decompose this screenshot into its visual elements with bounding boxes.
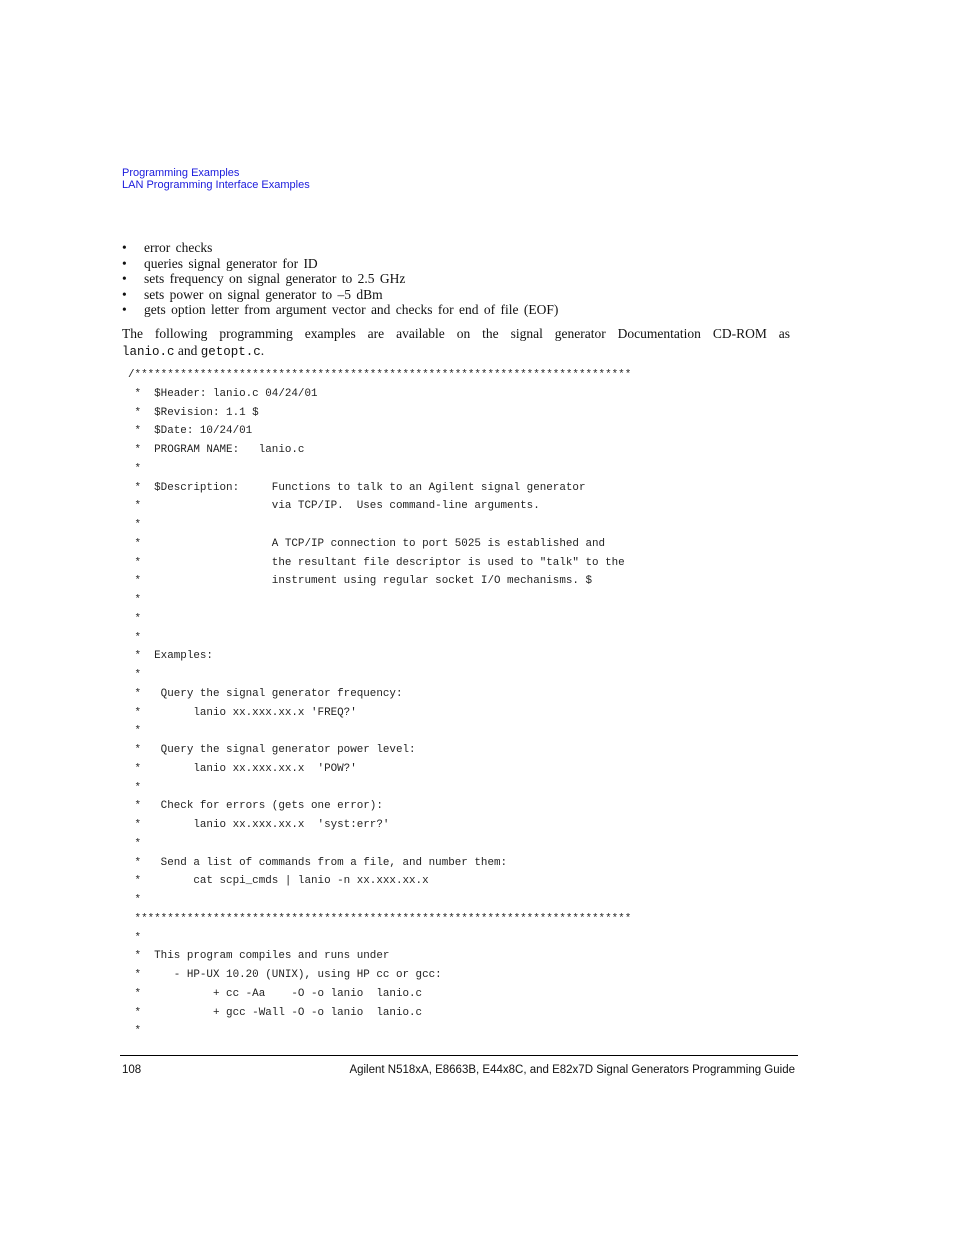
- breadcrumb-chapter: Programming Examples: [122, 167, 240, 179]
- bullet-dot: •: [122, 271, 127, 286]
- footer-rule: [120, 1055, 798, 1056]
- code-line: * via TCP/IP. Uses command-line arguments.: [128, 500, 540, 513]
- code-line: * $Revision: 1.1 $: [128, 406, 259, 419]
- bullet-dot: •: [122, 240, 127, 255]
- code-line: *: [128, 462, 142, 475]
- footer-title: Agilent N518xA, E8663B, E44x8C, and E82x7D Signal Generators Programming Guide: [349, 1064, 795, 1076]
- bullet-item: [122, 271, 558, 287]
- intro-paragraph: [122, 326, 790, 360]
- code-line: *: [128, 837, 142, 850]
- code-line: * $Date: 10/24/01: [128, 425, 253, 438]
- breadcrumb-section: LAN Programming Interface Examples: [122, 179, 310, 191]
- code-line: *: [128, 669, 142, 681]
- bullet-text: sets frequency on signal generator to 2.5 GHz: [144, 271, 406, 286]
- code-line: /****************************************************************************: [128, 369, 632, 381]
- code-line: * Send a list of commands from a file, and number them:: [128, 856, 508, 869]
- feature-bullet-list: [122, 240, 558, 318]
- code-listing: [128, 366, 631, 1041]
- code-line: *: [128, 631, 142, 644]
- code-line: * cat scpi_cmds | lanio -n xx.xxx.xx.x: [128, 875, 429, 888]
- bullet-dot: •: [122, 302, 127, 317]
- code-line: * instrument using regular socket I/O mechanisms. $: [128, 575, 593, 588]
- code-line: * lanio xx.xxx.xx.x 'POW?': [128, 762, 357, 775]
- code-line: *: [128, 1025, 142, 1038]
- code-line: * $Description: Functions to talk to an Agilent signal generator: [128, 481, 586, 494]
- code-line: * lanio xx.xxx.xx.x 'FREQ?': [128, 706, 357, 719]
- intro-line: The following programming examples are available on the signal generator Documentation CD-ROM as: [122, 326, 790, 341]
- bullet-dot: •: [122, 255, 127, 271]
- filename-lanio: lanio.c: [122, 344, 175, 359]
- bullet-text: error checks: [144, 240, 213, 255]
- bullet-text: gets option letter from argument vector and checks for end of file (EOF): [144, 302, 559, 317]
- breadcrumb: [122, 167, 310, 191]
- code-line: * - HP-UX 10.20 (UNIX), using HP cc or gcc:: [128, 969, 442, 981]
- bullet-item: [122, 256, 558, 272]
- code-line: *: [128, 612, 142, 625]
- code-line: * Examples:: [128, 650, 213, 663]
- code-line: * $Header: lanio.c 04/24/01: [128, 387, 318, 400]
- bullet-item: [122, 240, 558, 256]
- bullet-item: [122, 287, 558, 303]
- code-line: * Check for errors (gets one error):: [128, 800, 383, 813]
- code-line: *: [128, 725, 142, 738]
- code-line: *: [128, 594, 142, 606]
- filename-getopt: getopt.c: [200, 344, 261, 359]
- code-line: * + gcc -Wall -O -o lanio lanio.c: [128, 1006, 423, 1019]
- code-line: * Query the signal generator frequency:: [128, 687, 403, 700]
- intro-period: .: [260, 342, 265, 358]
- code-line: * the resultant file descriptor is used to "talk" to the: [128, 556, 625, 569]
- code-line: *: [128, 931, 142, 944]
- code-line: * lanio xx.xxx.xx.x 'syst:err?': [128, 819, 390, 831]
- code-line: * + cc -Aa -O -o lanio lanio.c: [128, 987, 423, 1000]
- code-line: *: [128, 894, 142, 906]
- code-line: * This program compiles and runs under: [128, 950, 390, 963]
- intro-and: and: [177, 342, 198, 358]
- code-line: *: [128, 781, 142, 794]
- code-line: * Query the signal generator power level:: [128, 744, 416, 756]
- code-line: *: [128, 519, 142, 531]
- code-line: * A TCP/IP connection to port 5025 is established and: [128, 537, 606, 550]
- code-line: ****************************************************************************: [128, 912, 632, 925]
- code-line: * PROGRAM NAME: lanio.c: [128, 444, 305, 456]
- page-number: 108: [122, 1064, 142, 1076]
- bullet-dot: •: [122, 286, 127, 302]
- bullet-item: [122, 302, 558, 318]
- bullet-text: queries signal generator for ID: [144, 255, 318, 271]
- bullet-text: sets power on signal generator to –5 dBm: [144, 286, 383, 302]
